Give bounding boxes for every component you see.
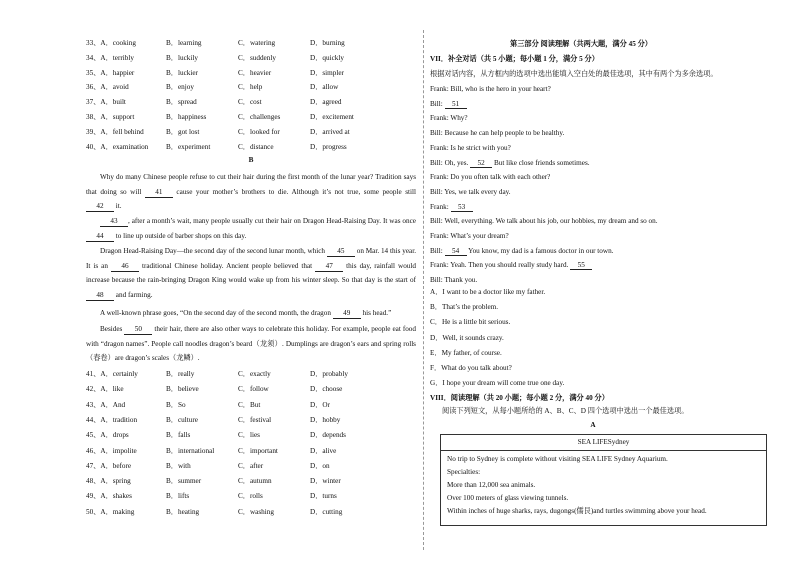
section-vii-instructions: 根据对话内容，从方框内的选项中选出能填入空白处的最佳选项，其中有两个为多余选项。 bbox=[430, 70, 718, 78]
option-row bbox=[86, 477, 416, 487]
dialogue-text: Bill: Because he can help people to be healthy. bbox=[430, 129, 565, 138]
option-c[interactable]: C．festival bbox=[238, 415, 272, 424]
option-d[interactable]: D．excitement bbox=[310, 113, 354, 121]
dialogue-line bbox=[430, 261, 756, 270]
section-viii-title: VIII．阅读理解（共 20 小题；每小题 2 分，满分 40 分） bbox=[430, 394, 609, 402]
option-c[interactable]: C．rolls bbox=[238, 492, 263, 501]
dialogue-blank[interactable]: 51 bbox=[445, 100, 467, 109]
option-row bbox=[86, 128, 416, 138]
blank-48[interactable]: 48 bbox=[86, 291, 114, 301]
option-d[interactable]: D．on bbox=[310, 461, 330, 470]
box-line: Within inches of huge sharks, rays, dugongs(儒艮)and turtles swimming above your head. bbox=[447, 507, 707, 515]
dialogue-text: Frank: Why? bbox=[430, 114, 468, 123]
option-b[interactable]: B．learning bbox=[166, 39, 202, 47]
text: and farming. bbox=[114, 291, 153, 300]
passage-b-heading: B bbox=[248, 156, 254, 164]
option-c[interactable]: C．heavier bbox=[238, 68, 272, 77]
option-d[interactable]: D．probably bbox=[310, 370, 348, 378]
text: on Mar. 14 this year. It is an bbox=[86, 247, 416, 270]
text: Dragon Head-Raising Day—the second day of the second lunar month, which bbox=[100, 247, 327, 255]
text: Besides bbox=[100, 325, 125, 333]
option-row bbox=[86, 492, 416, 502]
option-a[interactable]: 37、A．built bbox=[86, 98, 126, 107]
text: traditional Chinese holiday. Ancient people believed that bbox=[138, 261, 316, 270]
option-row bbox=[86, 385, 416, 395]
option-a[interactable]: 40、A．examination bbox=[86, 142, 149, 151]
dialogue-text: But like close friends sometimes. bbox=[492, 158, 590, 167]
option-b[interactable]: B．luckily bbox=[166, 53, 198, 62]
text: his head.” bbox=[360, 309, 392, 317]
option-row bbox=[86, 69, 416, 79]
blank-46[interactable]: 46 bbox=[111, 262, 139, 272]
blank-45[interactable]: 45 bbox=[327, 247, 355, 257]
dialogue-choice: C．He is a little bit serious. bbox=[430, 318, 511, 327]
dialogue-choice: G．I hope your dream will come true one day. bbox=[430, 379, 565, 388]
option-row bbox=[86, 462, 416, 472]
option-d[interactable]: D．progress bbox=[310, 142, 347, 151]
text: it. bbox=[114, 202, 122, 211]
option-b[interactable]: B．experiment bbox=[166, 142, 211, 151]
dialogue-line bbox=[430, 85, 756, 93]
blank-50[interactable]: 50 bbox=[124, 325, 152, 335]
option-a[interactable]: 47、A．before bbox=[86, 461, 132, 470]
text: Why do many Chinese people refuse to cut their hair during the first month of the lunar year? Tradition says that doing so will bbox=[86, 173, 416, 196]
option-c[interactable]: C．exactly bbox=[238, 370, 271, 378]
option-c[interactable]: C．important bbox=[238, 446, 278, 455]
blank-41[interactable]: 41 bbox=[145, 188, 173, 198]
option-a[interactable]: 36、A．avoid bbox=[86, 83, 129, 92]
option-d[interactable]: D．burning bbox=[310, 39, 345, 47]
option-d[interactable]: D．arrived at bbox=[310, 127, 350, 136]
dialogue-text: Bill: Yes, we talk every day. bbox=[430, 187, 511, 196]
option-c[interactable]: C．follow bbox=[238, 385, 269, 394]
box-line: Specialties: bbox=[447, 468, 481, 476]
option-d[interactable]: D．agreed bbox=[310, 98, 342, 107]
option-row bbox=[86, 143, 416, 153]
dialogue-line bbox=[430, 173, 756, 181]
option-row bbox=[86, 401, 416, 411]
option-b[interactable]: B．really bbox=[166, 370, 195, 378]
option-row bbox=[86, 113, 416, 123]
option-d[interactable]: D．turns bbox=[310, 492, 337, 501]
passage-b-paragraph-3 bbox=[86, 244, 416, 303]
dialogue-text: Frank: What’s your dream? bbox=[430, 232, 509, 240]
option-c[interactable]: C．cost bbox=[238, 98, 262, 107]
blank-44[interactable]: 44 bbox=[86, 232, 114, 242]
option-d[interactable]: D．Or bbox=[310, 400, 330, 409]
dialogue-choice: F．What do you talk about? bbox=[430, 364, 512, 372]
dialogue-line bbox=[430, 100, 756, 109]
option-a[interactable]: 38、A．support bbox=[86, 113, 135, 121]
option-row bbox=[86, 431, 416, 441]
option-d[interactable]: D．allow bbox=[310, 83, 339, 92]
dialogue-line bbox=[430, 144, 756, 152]
box-line: Over 100 meters of glass viewing tunnels. bbox=[447, 494, 569, 502]
dialogue-text: Frank: Yeah. Then you should really study hard. bbox=[430, 261, 571, 270]
dialogue-choice: E．My father, of course. bbox=[430, 348, 502, 357]
dialogue-line bbox=[430, 232, 756, 240]
option-b[interactable]: B．lifts bbox=[166, 492, 190, 501]
option-row bbox=[86, 447, 416, 457]
dialogue-line bbox=[430, 247, 756, 256]
dialogue-line bbox=[430, 159, 756, 168]
option-b[interactable]: B．international bbox=[166, 446, 215, 455]
option-c[interactable]: C．lies bbox=[238, 431, 260, 440]
option-a[interactable]: 39、A．fell behind bbox=[86, 127, 144, 136]
option-a[interactable]: 42、A．like bbox=[86, 385, 124, 394]
option-b[interactable]: B．happiness bbox=[166, 113, 207, 121]
part-three-title: 第三部分 阅读理解（共两大题，满分 45 分） bbox=[510, 40, 652, 48]
option-d[interactable]: D．depends bbox=[310, 431, 346, 440]
dialogue-line bbox=[430, 129, 756, 137]
passage-a-heading: A bbox=[590, 421, 596, 429]
dialogue-blank[interactable]: 55 bbox=[570, 261, 592, 270]
dialogue-text: Frank: Do you often talk with each other? bbox=[430, 173, 551, 182]
text: , after a month’s wait, many people usually cut their hair on Dragon Head-Raising Day. It was once bbox=[128, 217, 416, 225]
option-c[interactable]: C．challenges bbox=[238, 113, 281, 121]
option-c[interactable]: C．But bbox=[238, 400, 261, 409]
dialogue-blank[interactable]: 53 bbox=[451, 203, 473, 212]
option-d[interactable]: D．simpler bbox=[310, 68, 344, 77]
option-row bbox=[86, 98, 416, 108]
option-d[interactable]: D．winter bbox=[310, 477, 341, 486]
sea-life-info-box bbox=[440, 434, 767, 526]
option-c[interactable]: C．distance bbox=[238, 142, 274, 151]
dialogue-text: You know, my dad is a famous doctor in our town. bbox=[466, 246, 614, 255]
option-c[interactable]: C．help bbox=[238, 83, 263, 92]
option-row bbox=[86, 416, 416, 426]
blank-47[interactable]: 47 bbox=[315, 262, 343, 272]
option-b[interactable]: B．falls bbox=[166, 431, 191, 440]
dialogue-choice: A．I want to be a doctor like my father. bbox=[430, 288, 546, 296]
option-c[interactable]: C．washing bbox=[238, 507, 274, 516]
option-a[interactable]: 43、A．And bbox=[86, 400, 126, 409]
dialogue-text: Bill: bbox=[430, 246, 445, 255]
dialogue-choice: B．That’s the problem. bbox=[430, 303, 499, 312]
box-title: SEA LIFESydney bbox=[441, 435, 766, 451]
option-b[interactable]: B．culture bbox=[166, 415, 198, 424]
option-d[interactable]: D．alive bbox=[310, 446, 337, 455]
option-c[interactable]: C．watering bbox=[238, 39, 276, 47]
passage-b-paragraph-2 bbox=[86, 214, 416, 243]
option-c[interactable]: C．after bbox=[238, 461, 264, 470]
option-a[interactable]: 50、A．making bbox=[86, 507, 135, 516]
section-vii-title: VII．补全对话（共 5 小题；每小题 1 分，满分 5 分） bbox=[430, 55, 599, 63]
box-line: No trip to Sydney is complete without visiting SEA LIFE Sydney Aquarium. bbox=[447, 455, 668, 463]
box-line: More than 12,000 sea animals. bbox=[447, 481, 536, 489]
passage-b-paragraph-5 bbox=[86, 322, 416, 366]
dialogue-line bbox=[430, 217, 756, 225]
dialogue-text: Bill: Oh, yes. bbox=[430, 158, 471, 167]
text: this day, rainfall would increase because the rain-bringing Dragon King would wake up from his winter sleep. So that day is the start of bbox=[86, 261, 416, 285]
dialogue-blank[interactable]: 52 bbox=[470, 159, 492, 168]
option-a[interactable]: 34、A．terribly bbox=[86, 53, 134, 62]
blank-42[interactable]: 42 bbox=[86, 202, 114, 212]
option-a[interactable]: 35、A．happier bbox=[86, 68, 135, 77]
option-a[interactable]: 49、A．shakes bbox=[86, 492, 132, 501]
option-row bbox=[86, 83, 416, 93]
dialogue-text: Frank: Bill, who is the hero in your heart? bbox=[430, 85, 551, 93]
option-d[interactable]: D．cutting bbox=[310, 507, 343, 516]
dialogue-text: Bill: bbox=[430, 99, 445, 108]
passage-b-paragraph-4 bbox=[86, 306, 416, 321]
option-b[interactable]: B．spread bbox=[166, 98, 197, 107]
dialogue-text: Frank: Is he strict with you? bbox=[430, 143, 511, 152]
option-b[interactable]: B．luckier bbox=[166, 68, 198, 77]
section-viii-instructions: 阅读下列短文，从每小题所给的 A、B、C、D 四个选项中选出一个最佳选项。 bbox=[442, 407, 689, 415]
option-b[interactable]: B．heating bbox=[166, 507, 200, 516]
option-b[interactable]: B．So bbox=[166, 400, 186, 409]
dialogue-text: Bill: Well, everything. We talk about his job, our hobbies, my dream and so on. bbox=[430, 217, 658, 226]
dialogue-blank[interactable]: 54 bbox=[445, 247, 467, 256]
dialogue-text: Bill: Thank you. bbox=[430, 276, 478, 285]
text: their hair, there are also other ways to celebrate this holiday. For example, people eat food with “dragon names”. People call noodles dragon’s beard（龙须）. Dumplings are dragon’s ears and spring rolls（春卷）are dragon’s scales（龙鳞）. bbox=[86, 325, 416, 363]
option-c[interactable]: C．looked for bbox=[238, 127, 280, 136]
dialogue-choice: D．Well, it sounds crazy. bbox=[430, 333, 504, 342]
dialogue-line bbox=[430, 276, 756, 284]
blank-49[interactable]: 49 bbox=[333, 309, 361, 319]
option-d[interactable]: D．quickly bbox=[310, 53, 344, 62]
option-d[interactable]: D．choose bbox=[310, 385, 343, 394]
option-a[interactable]: 46、A．impolite bbox=[86, 446, 137, 455]
option-row bbox=[86, 39, 416, 49]
option-b[interactable]: B．enjoy bbox=[166, 83, 194, 92]
text: cause your mother’s brothers to die. Although it’s not true, some people still bbox=[172, 187, 416, 196]
option-a[interactable]: 41、A．certainly bbox=[86, 370, 138, 378]
passage-b-paragraph-1 bbox=[86, 170, 416, 214]
option-row bbox=[86, 370, 416, 380]
dialogue-line bbox=[430, 188, 756, 196]
dialogue-line bbox=[430, 114, 756, 122]
option-c[interactable]: C．autumn bbox=[238, 477, 272, 486]
option-row bbox=[86, 508, 416, 518]
dialogue-line bbox=[430, 203, 756, 212]
option-b[interactable]: B．with bbox=[166, 461, 191, 470]
text: A well-known phrase goes, “On the second day of the second month, the dragon bbox=[100, 309, 333, 317]
option-a[interactable]: 33、A．cooking bbox=[86, 39, 136, 47]
option-d[interactable]: D．hobby bbox=[310, 415, 341, 424]
text: to line up outside of barber shops on this day. bbox=[114, 231, 247, 240]
option-a[interactable]: 48、A．spring bbox=[86, 477, 131, 486]
option-b[interactable]: B．believe bbox=[166, 385, 199, 394]
option-a[interactable]: 45、A．drops bbox=[86, 431, 129, 440]
column-divider bbox=[423, 30, 424, 550]
blank-43[interactable]: 43 bbox=[100, 217, 128, 227]
option-b[interactable]: B．got lost bbox=[166, 127, 200, 136]
option-b[interactable]: B．summer bbox=[166, 477, 202, 486]
option-c[interactable]: C．suddenly bbox=[238, 53, 276, 62]
option-a[interactable]: 44、A．tradition bbox=[86, 415, 138, 424]
option-row bbox=[86, 54, 416, 64]
dialogue-text: Frank: bbox=[430, 202, 451, 211]
